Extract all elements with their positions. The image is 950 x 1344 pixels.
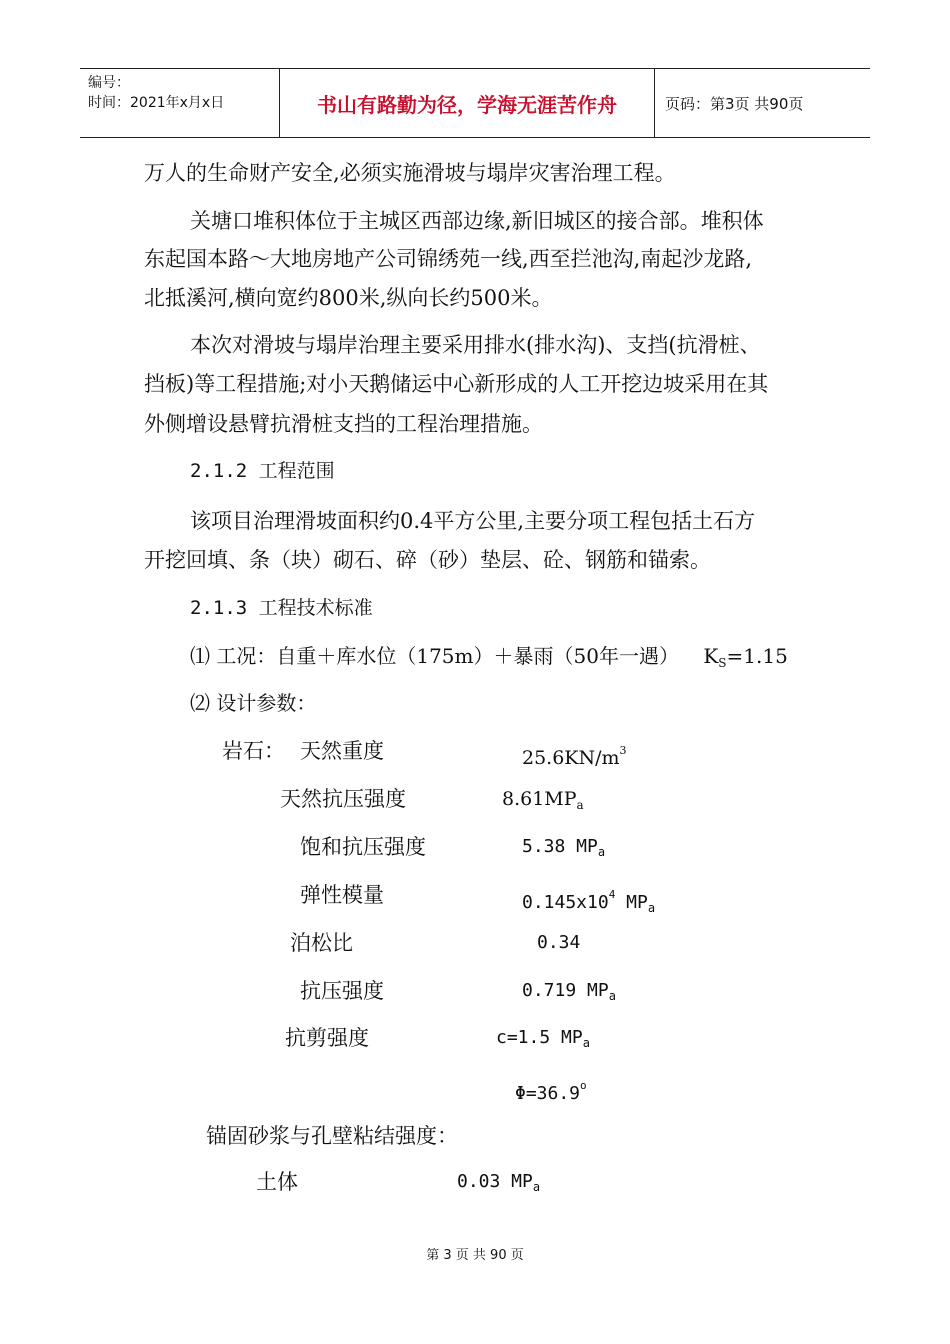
param-value-text: 25.6KN/m xyxy=(522,747,620,769)
param-label: 天然抗压强度 xyxy=(280,787,406,811)
header-meta xyxy=(80,69,280,137)
header-date: 时间：2021年x月x日 xyxy=(88,95,225,111)
param-value-sub: a xyxy=(597,845,606,859)
param-value-sub: a xyxy=(576,798,584,812)
param-value-sup: o xyxy=(580,1079,587,1092)
param-value xyxy=(522,832,605,867)
param-label: 弹性模量 xyxy=(300,883,384,907)
condition-text: ⑴ 工况：自重＋库水位（175m）＋暴雨（50年一遇） xyxy=(190,644,679,668)
section-heading: 2.1.2 工程范围 xyxy=(190,460,335,482)
param-label: 泊松比 xyxy=(290,931,353,955)
param-value xyxy=(522,976,616,1011)
paragraph-line: 开挖回填、条（块）砌石、碎（砂）垫层、砼、钢筋和锚索。 xyxy=(144,548,711,572)
param-label: 抗剪强度 xyxy=(285,1026,369,1050)
safety-factor xyxy=(703,644,787,668)
param-value xyxy=(496,1023,590,1058)
param-value-sup: 3 xyxy=(619,744,627,757)
paragraph-line: 挡板)等工程措施;对小天鹅储运中心新形成的人工开挖边坡采用在其 xyxy=(144,372,769,396)
paragraph-line: 关塘口堆积体位于主城区西部边缘,新旧城区的接合部。堆积体 xyxy=(190,209,764,233)
safety-factor-value: =1.15 xyxy=(726,644,788,668)
param-value xyxy=(457,1167,540,1202)
param-value xyxy=(515,1071,587,1109)
paragraph-line: 万人的生命财产安全,必须实施滑坡与塌岸灾害治理工程。 xyxy=(144,161,676,185)
header-page-text: 页码：第3页 共90页 xyxy=(665,94,804,113)
param-value-sub: a xyxy=(532,1180,541,1194)
safety-factor-sub: S xyxy=(718,656,727,670)
motto-text: 书山有路勤为径，学海无涯苦作舟 xyxy=(317,92,617,117)
param-value-text: c=1.5 MP xyxy=(496,1027,583,1048)
paragraph-line: 东起国本路～大地房地产公司锦绣苑一线,西至拦池沟,南起沙龙路, xyxy=(144,247,753,271)
page-footer: 第 3 页 共 90 页 xyxy=(426,1248,524,1263)
header-page xyxy=(655,69,870,137)
param-value-text: 5.38 MP xyxy=(522,836,598,857)
param-value-text: Φ=36.9 xyxy=(515,1083,581,1104)
param-value-sub: a xyxy=(582,1036,590,1050)
document-header xyxy=(80,68,870,138)
safety-factor-k: K xyxy=(703,644,719,668)
param-value-sup: 4 xyxy=(608,888,616,901)
param-rock-label: 岩石： xyxy=(222,739,285,763)
param-label: 土体 xyxy=(256,1170,298,1194)
param-label: 抗压强度 xyxy=(300,979,384,1003)
param-value xyxy=(522,880,655,923)
paragraph-line: 外侧增设悬臂抗滑桩支挡的工程治理措施。 xyxy=(144,412,543,436)
section-heading: 2.1.3 工程技术标准 xyxy=(190,597,373,619)
param-label: 天然重度 xyxy=(300,739,384,763)
param-value-text: 8.61MP xyxy=(502,788,577,810)
param-value xyxy=(522,736,627,773)
param-value-unit: MP xyxy=(615,892,648,913)
header-motto xyxy=(280,69,655,137)
param-value-text: 0.145x10 xyxy=(522,892,609,913)
paragraph-line: 本次对滑坡与塌岸治理主要采用排水(排水沟)、支挡(抗滑桩、 xyxy=(190,333,761,357)
param-value-sub: a xyxy=(647,901,656,915)
param-value: 0.34 xyxy=(537,932,581,953)
param-value-text: 0.719 MP xyxy=(522,980,609,1001)
param-value xyxy=(502,784,584,820)
param-label: 锚固砂浆与孔壁粘结强度： xyxy=(206,1124,458,1148)
paragraph-line: 该项目治理滑坡面积约0.4平方公里,主要分项工程包括土石方 xyxy=(190,509,756,533)
param-value-sub: a xyxy=(608,989,616,1003)
param-value-text: 0.03 MP xyxy=(457,1171,533,1192)
condition-line xyxy=(190,641,788,678)
header-number: 编号： xyxy=(88,75,130,91)
param-label: 饱和抗压强度 xyxy=(300,835,426,859)
condition-line: ⑵ 设计参数： xyxy=(190,691,317,715)
paragraph-line: 北抵溪河,横向宽约800米,纵向长约500米。 xyxy=(144,286,553,310)
